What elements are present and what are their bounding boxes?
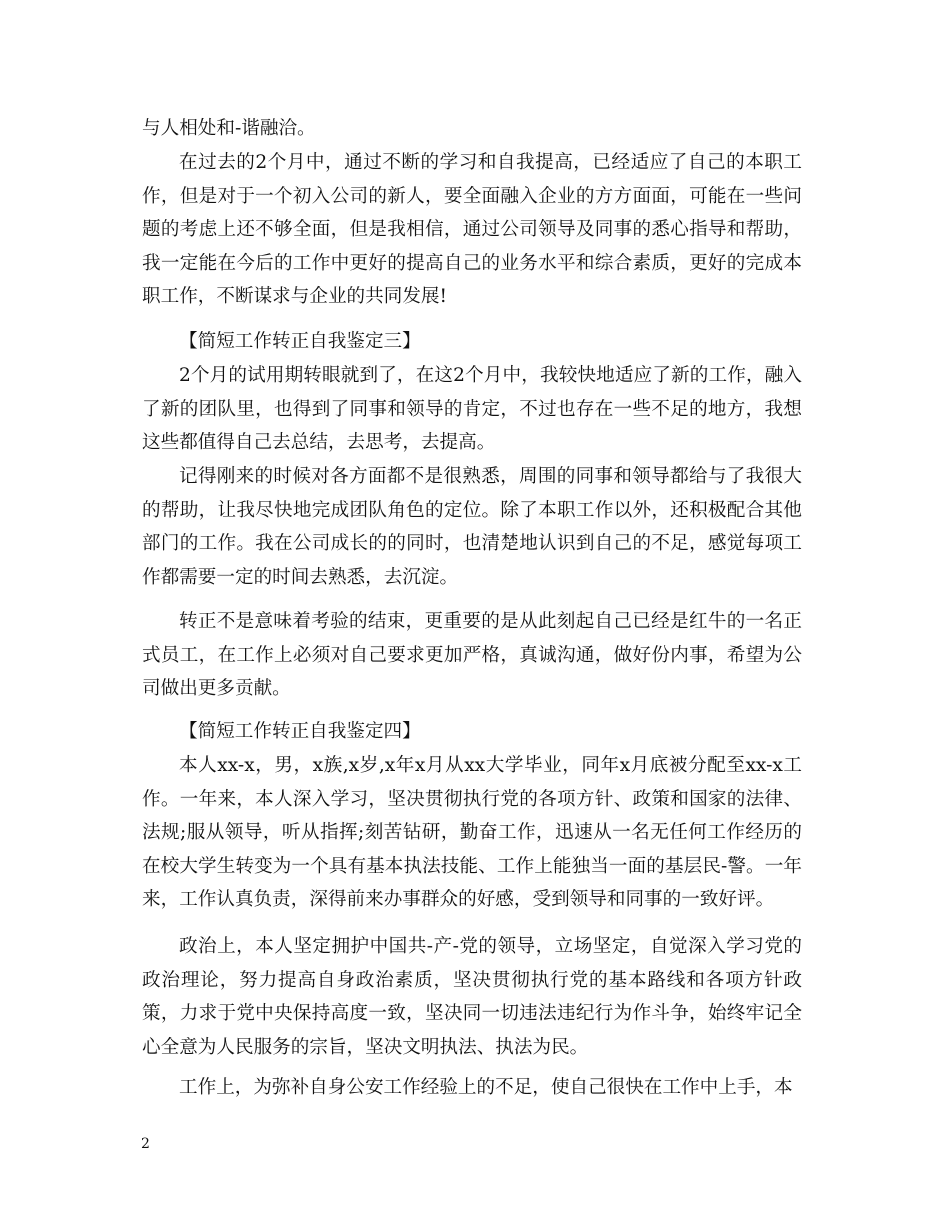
section-heading-three: 【简短工作转正自我鉴定三】 [179,331,421,352]
paragraph-political: 政治上，本人坚定拥护中国共-产-党的领导，立场坚定，自觉深入学习党的政治理论，努力提高自身政治素质，坚决贯彻执行党的基本路线和各项方针政策，力求于党中央保持高度一致，坚决同一切违法违纪行为作斗争，始终牢记全心全意为人民服务的宗旨，坚决文明执法、执法为民。 [142,936,802,1058]
paragraph-team-help: 记得刚来的时候对各方面都不是很熟悉，周围的同事和领导都给与了我很大的帮助，让我尽快地完成团队角色的定位。除了本职工作以外，还积极配合其他部门的工作。我在公司成长的的同时，也清楚地认识到自己的不足，感觉每项工作都需要一定的时间去熟悉，去沉淀。 [142,466,802,588]
paragraph-work: 工作上，为弥补自身公安工作经验上的不足，使自己很快在工作中上手，本 [179,1077,793,1098]
section-heading-four: 【简短工作转正自我鉴定四】 [179,721,421,742]
paragraph-formal-employee: 转正不是意味着考验的结束，更重要的是从此刻起自己已经是红牛的一名正式员工，在工作上必须对自己要求更加严格，真诚沟通，做好份内事，希望为公司做出更多贡献。 [142,611,802,700]
paragraph-adaptation: 在过去的2个月中，通过不断的学习和自我提高，已经适应了自己的本职工作，但是对于一个初入公司的新人，要全面融入企业的方方面面，可能在一些问题的考虑上还不够全面，但是我相信，通过公司领导及同事的悉心指导和帮助，我一定能在今后的工作中更好的提高自己的业务水平和综合素质，更好的完成本职工作，不断谋求与企业的共同发展! [142,152,802,308]
paragraph-probation: 2个月的试用期转眼就到了，在这2个月中，我较快地适应了新的工作，融入了新的团队里，也得到了同事和领导的肯定，不过也存在一些不足的地方，我想这些都值得自己去总结，去思考，去提高。 [142,365,802,454]
paragraph-continuation: 与人相处和-谐融洽。 [142,118,316,139]
paragraph-personal-intro: 本人xx-x，男，x族,x岁,x年x月从xx大学毕业，同年x月底被分配至xx-x工作。一年来，本人深入学习，坚决贯彻执行党的各项方针、政策和国家的法律、法规;服从领导，听从指挥;刻苦钻研，勤奋工作，迅速从一名无任何工作经历的在校大学生转变为一个具有基本执法技能、工作上能独当一面的基层民-警。一年来，工作认真负责，深得前来办事群众的好感，受到领导和同事的一致好评。 [142,755,802,911]
page-number: 2 [141,1136,150,1152]
